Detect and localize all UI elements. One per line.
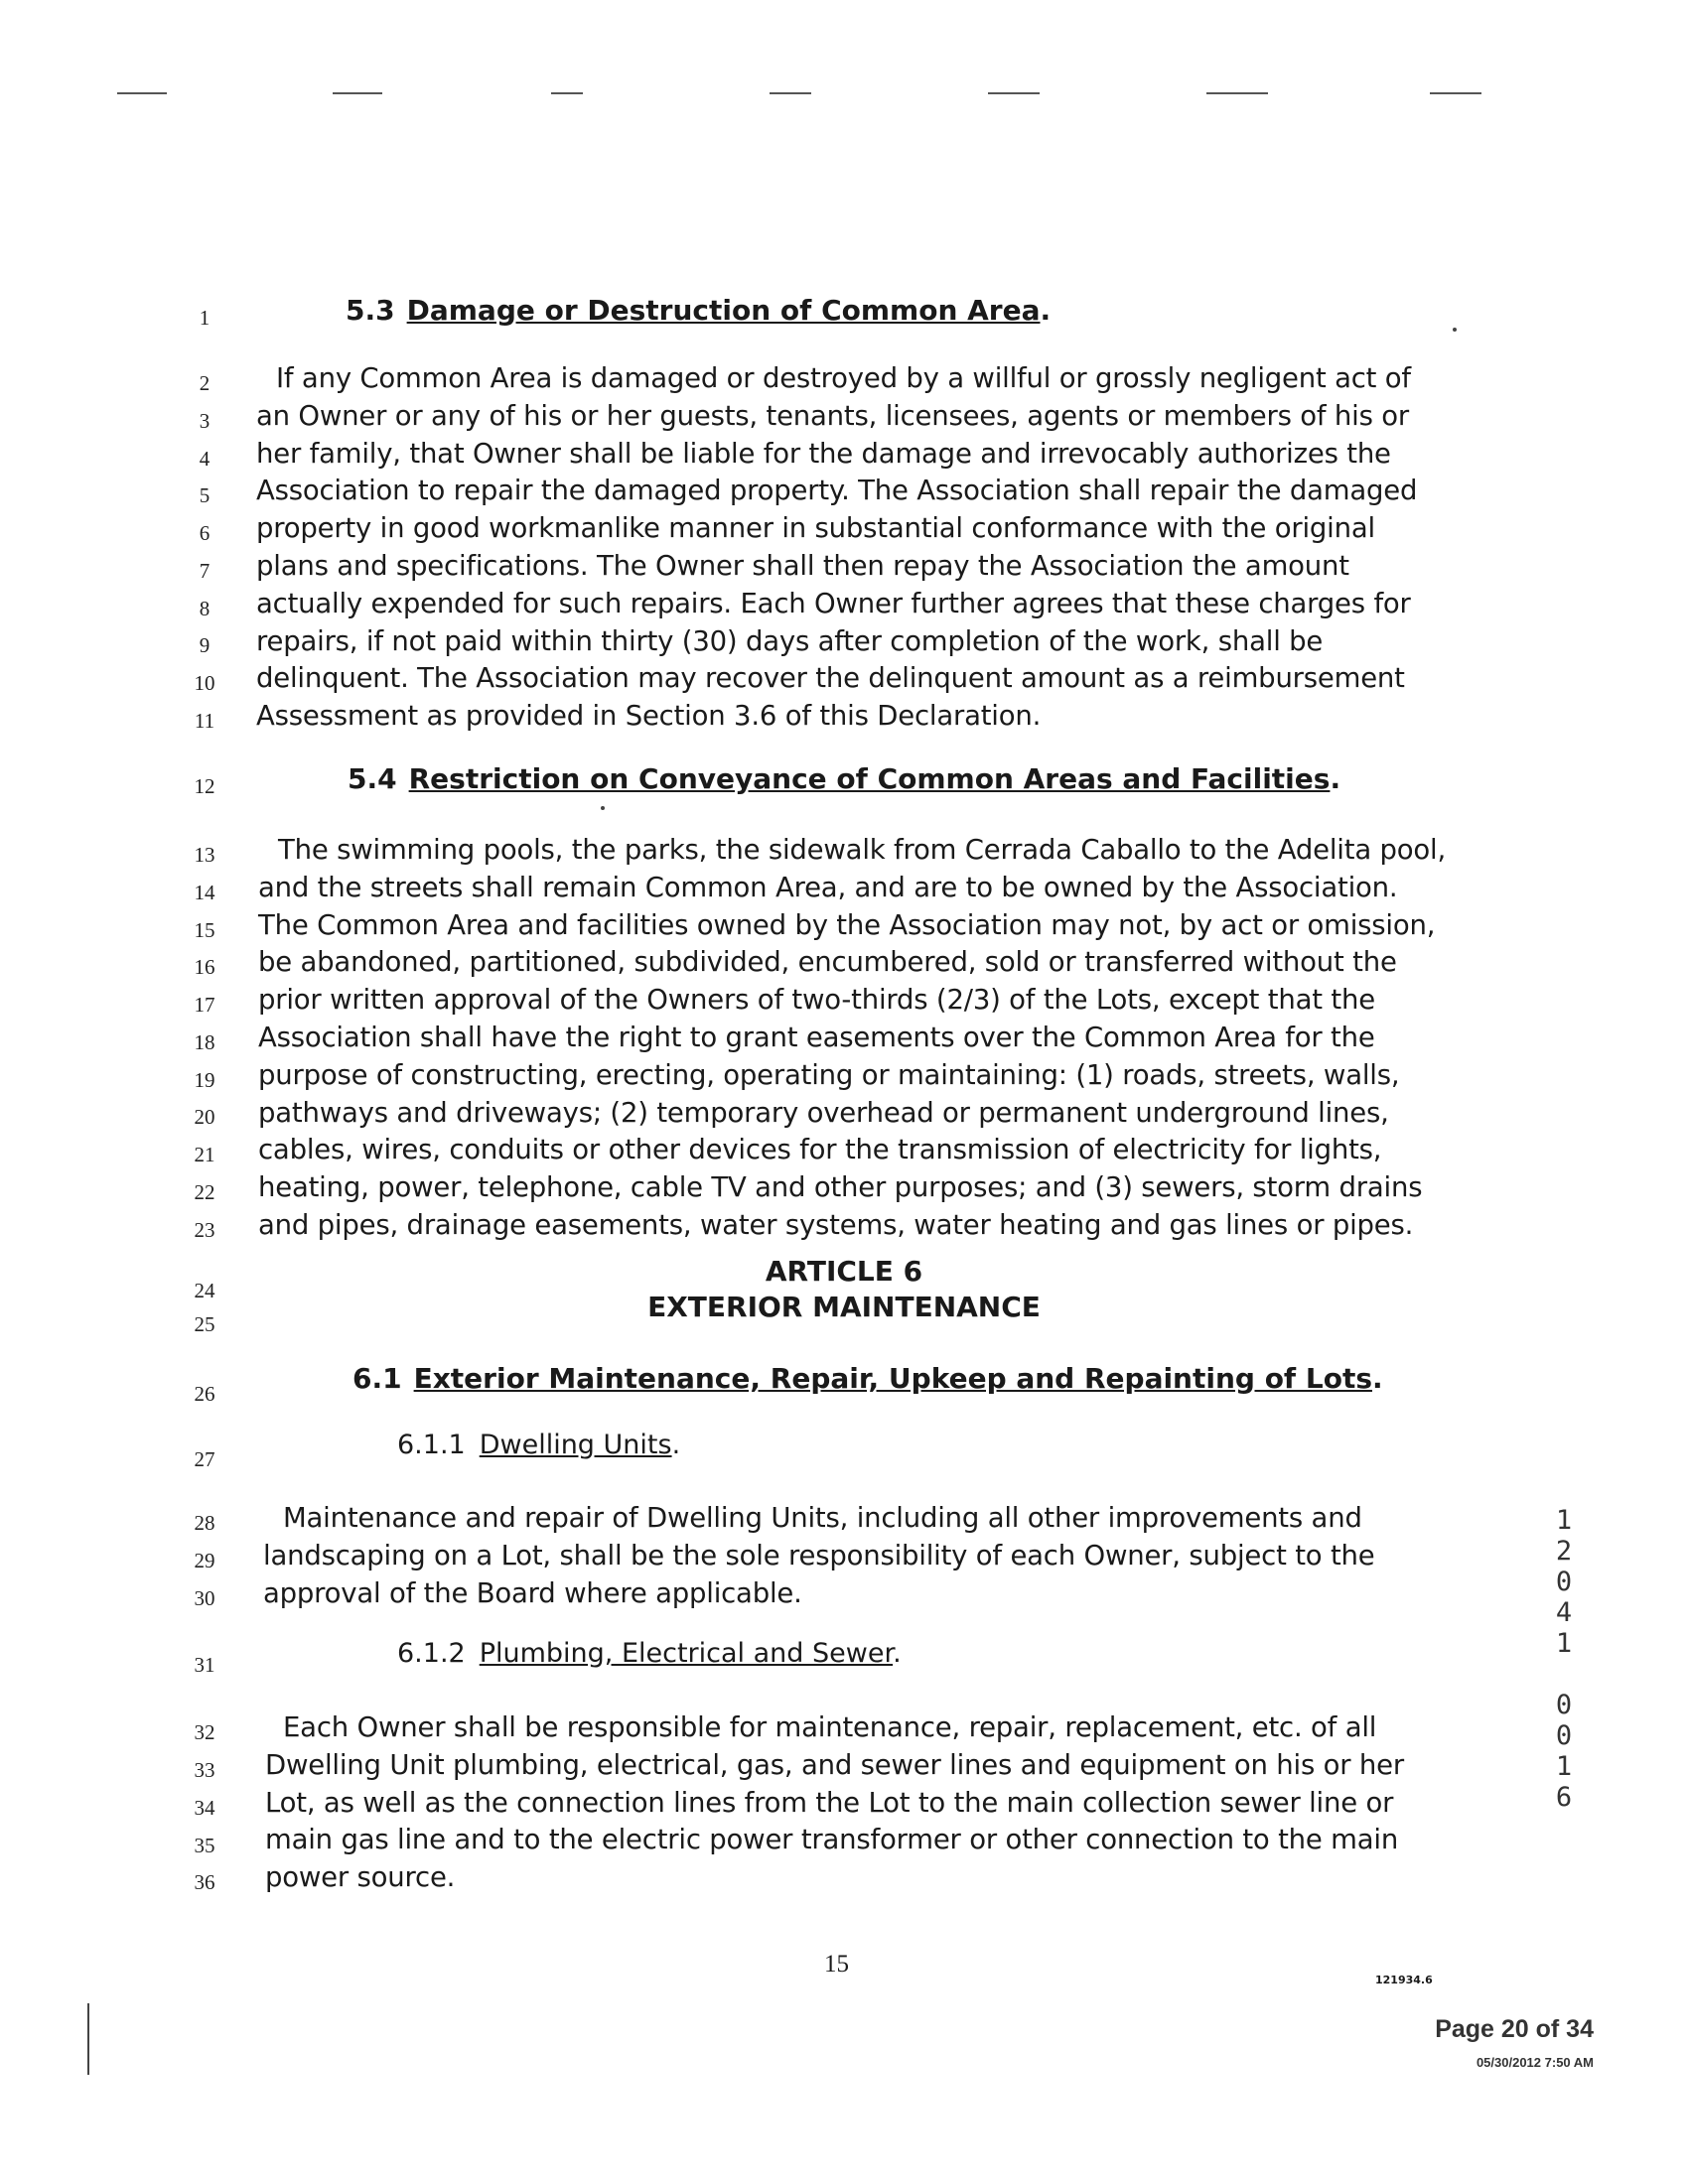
paragraph-line: The Common Area and facilities owned by the Association may not, by act or omission, bbox=[258, 908, 1436, 941]
line-number: 30 bbox=[194, 1586, 215, 1610]
recording-datetime: 05/30/2012 7:50 AM bbox=[1476, 2055, 1594, 2070]
paragraph-line: be abandoned, partitioned, subdivided, encumbered, sold or transferred without the bbox=[258, 946, 1397, 979]
line-number: 21 bbox=[194, 1143, 215, 1166]
section-title: Damage or Destruction of Common Area bbox=[406, 294, 1041, 327]
scan-speck bbox=[1453, 328, 1457, 332]
stamp-digit: 1 bbox=[1555, 1628, 1573, 1659]
stamp-digit: 6 bbox=[1555, 1782, 1573, 1813]
subsection-title: Plumbing, Electrical and Sewer bbox=[479, 1638, 894, 1669]
stamp-digit: 4 bbox=[1555, 1597, 1573, 1628]
subsection-title-period: . bbox=[893, 1638, 902, 1669]
line-number: 17 bbox=[194, 993, 215, 1017]
paragraph-line: pathways and driveways; (2) temporary overhead or permanent underground lines, bbox=[258, 1096, 1389, 1129]
section-title: Exterior Maintenance, Repair, Upkeep and Repainting of Lots bbox=[413, 1362, 1372, 1395]
paragraph-line: prior written approval of the Owners of two-thirds (2/3) of the Lots, except that the bbox=[258, 984, 1375, 1017]
section-heading bbox=[346, 294, 1051, 327]
paragraph-line: power source. bbox=[265, 1861, 456, 1894]
line-number: 10 bbox=[194, 671, 215, 695]
section-title-period: . bbox=[1372, 1362, 1383, 1395]
stamp-gap bbox=[1549, 1659, 1579, 1690]
subsection-title-period: . bbox=[671, 1430, 681, 1460]
line-number: 9 bbox=[199, 633, 211, 657]
stamp-digit: 2 bbox=[1555, 1536, 1573, 1567]
paragraph-line: Association to repair the damaged property. The Association shall repair the damaged bbox=[256, 475, 1418, 507]
paragraph-line: main gas line and to the electric power transformer or other connection to the main bbox=[265, 1824, 1399, 1856]
recording-stamp bbox=[1549, 1505, 1579, 1813]
line-number: 29 bbox=[194, 1549, 215, 1572]
paragraph-line: repairs, if not paid within thirty (30) days after completion of the work, shall be bbox=[256, 624, 1324, 657]
top-rule bbox=[988, 92, 1040, 94]
line-number: 23 bbox=[194, 1218, 215, 1242]
line-number: 8 bbox=[199, 597, 211, 620]
top-rule bbox=[333, 92, 382, 94]
line-number: 27 bbox=[194, 1447, 215, 1471]
paragraph-line: cables, wires, conduits or other devices for the transmission of electricity for lights, bbox=[258, 1134, 1382, 1166]
line-number: 18 bbox=[194, 1030, 215, 1054]
paragraph-line: The swimming pools, the parks, the sidewalk from Cerrada Caballo to the Adelita pool, bbox=[278, 834, 1447, 866]
line-number: 32 bbox=[194, 1720, 215, 1744]
paragraph-line: and the streets shall remain Common Area, and are to be owned by the Association. bbox=[258, 871, 1398, 903]
paragraph-line: Dwelling Unit plumbing, electrical, gas, and sewer lines and equipment on his or her bbox=[265, 1748, 1404, 1781]
subsection-number: 6.1.1 bbox=[397, 1430, 466, 1460]
paragraph-line: Maintenance and repair of Dwelling Units, including all other improvements and bbox=[283, 1502, 1362, 1534]
section-paragraph bbox=[256, 360, 1417, 736]
line-number: 7 bbox=[199, 559, 211, 583]
section-paragraph bbox=[265, 1709, 1404, 1897]
section-paragraph bbox=[263, 1500, 1374, 1612]
line-number: 26 bbox=[194, 1382, 215, 1406]
line-number: 2 bbox=[199, 371, 211, 395]
line-number: 34 bbox=[194, 1796, 215, 1820]
paragraph-line: Each Owner shall be responsible for maintenance, repair, replacement, etc. of all bbox=[283, 1711, 1377, 1743]
line-number: 33 bbox=[194, 1758, 215, 1782]
section-paragraph bbox=[258, 832, 1446, 1245]
top-rule bbox=[117, 92, 167, 94]
paragraph-line: If any Common Area is damaged or destroyed by a willful or grossly negligent act of bbox=[276, 362, 1411, 394]
stamp-digit: 0 bbox=[1555, 1690, 1573, 1720]
section-number: 5.3 bbox=[346, 294, 395, 327]
paragraph-line: delinquent. The Association may recover the delinquent amount as a reimbursement bbox=[256, 662, 1405, 695]
line-number: 1 bbox=[199, 306, 211, 330]
margin-mark bbox=[87, 2003, 89, 2075]
top-rule bbox=[770, 92, 811, 94]
subsection-title: Dwelling Units bbox=[479, 1430, 672, 1460]
section-heading bbox=[352, 1362, 1383, 1395]
stamp-digit: 1 bbox=[1555, 1505, 1573, 1536]
page-count: Page 20 of 34 bbox=[1435, 2015, 1594, 2043]
paragraph-line: plans and specifications. The Owner shall then repay the Association the amount bbox=[256, 549, 1349, 582]
line-number: 12 bbox=[194, 774, 215, 798]
section-heading bbox=[348, 762, 1340, 795]
line-number: 36 bbox=[194, 1870, 215, 1894]
line-number: 35 bbox=[194, 1834, 215, 1857]
paragraph-line: her family, that Owner shall be liable for the damage and irrevocably authorizes the bbox=[256, 437, 1391, 470]
line-number: 3 bbox=[199, 409, 211, 433]
stamp-digit: 0 bbox=[1555, 1567, 1573, 1597]
paragraph-line: approval of the Board where applicable. bbox=[263, 1576, 802, 1609]
paragraph-line: actually expended for such repairs. Each Owner further agrees that these charges for bbox=[256, 587, 1411, 619]
top-rule bbox=[1206, 92, 1268, 94]
paragraph-line: Assessment as provided in Section 3.6 of this Declaration. bbox=[256, 700, 1042, 733]
section-number: 5.4 bbox=[348, 762, 397, 795]
line-number: 11 bbox=[194, 709, 215, 733]
line-number: 6 bbox=[199, 521, 211, 545]
line-number: 22 bbox=[194, 1180, 215, 1204]
top-rule bbox=[551, 92, 583, 94]
line-number: 15 bbox=[194, 918, 215, 942]
subsection-heading bbox=[397, 1430, 680, 1460]
top-rule bbox=[1430, 92, 1481, 94]
line-number: 24 bbox=[194, 1279, 215, 1302]
line-number: 19 bbox=[194, 1068, 215, 1092]
line-number: 4 bbox=[199, 447, 211, 471]
article-number: ARTICLE 6 bbox=[765, 1255, 923, 1288]
paragraph-line: landscaping on a Lot, shall be the sole responsibility of each Owner, subject to the bbox=[263, 1539, 1375, 1571]
paragraph-line: Association shall have the right to grant easements over the Common Area for the bbox=[258, 1021, 1375, 1053]
section-title-period: . bbox=[1040, 294, 1052, 327]
line-number: 16 bbox=[194, 955, 215, 979]
line-number: 14 bbox=[194, 881, 215, 904]
stamp-digit: 1 bbox=[1555, 1751, 1573, 1782]
line-number: 28 bbox=[194, 1511, 215, 1535]
document-number: 121934.6 bbox=[1375, 1974, 1433, 1986]
paragraph-line: heating, power, telephone, cable TV and other purposes; and (3) sewers, storm drains bbox=[258, 1171, 1423, 1204]
paragraph-line: an Owner or any of his or her guests, tenants, licensees, agents or members of his or bbox=[256, 399, 1409, 432]
scan-speck bbox=[601, 806, 605, 810]
paragraph-line: Lot, as well as the connection lines from the Lot to the main collection sewer line or bbox=[265, 1786, 1394, 1819]
line-number: 13 bbox=[194, 843, 215, 867]
subsection-heading bbox=[397, 1638, 902, 1669]
paragraph-line: purpose of constructing, erecting, operating or maintaining: (1) roads, streets, walls, bbox=[258, 1058, 1400, 1091]
paragraph-line: and pipes, drainage easements, water systems, water heating and gas lines or pipes. bbox=[258, 1208, 1414, 1241]
subsection-number: 6.1.2 bbox=[397, 1638, 466, 1669]
section-title-period: . bbox=[1330, 762, 1341, 795]
line-number: 25 bbox=[194, 1312, 215, 1336]
line-number: 5 bbox=[199, 483, 211, 507]
stamp-digit: 0 bbox=[1555, 1720, 1573, 1751]
section-title: Restriction on Conveyance of Common Areas and Facilities bbox=[408, 762, 1331, 795]
line-number: 31 bbox=[194, 1653, 215, 1677]
line-number: 20 bbox=[194, 1105, 215, 1129]
paragraph-line: property in good workmanlike manner in substantial conformance with the original bbox=[256, 512, 1375, 545]
article-title: EXTERIOR MAINTENANCE bbox=[647, 1291, 1041, 1323]
section-number: 6.1 bbox=[352, 1362, 402, 1395]
page-number: 15 bbox=[824, 1951, 849, 1978]
